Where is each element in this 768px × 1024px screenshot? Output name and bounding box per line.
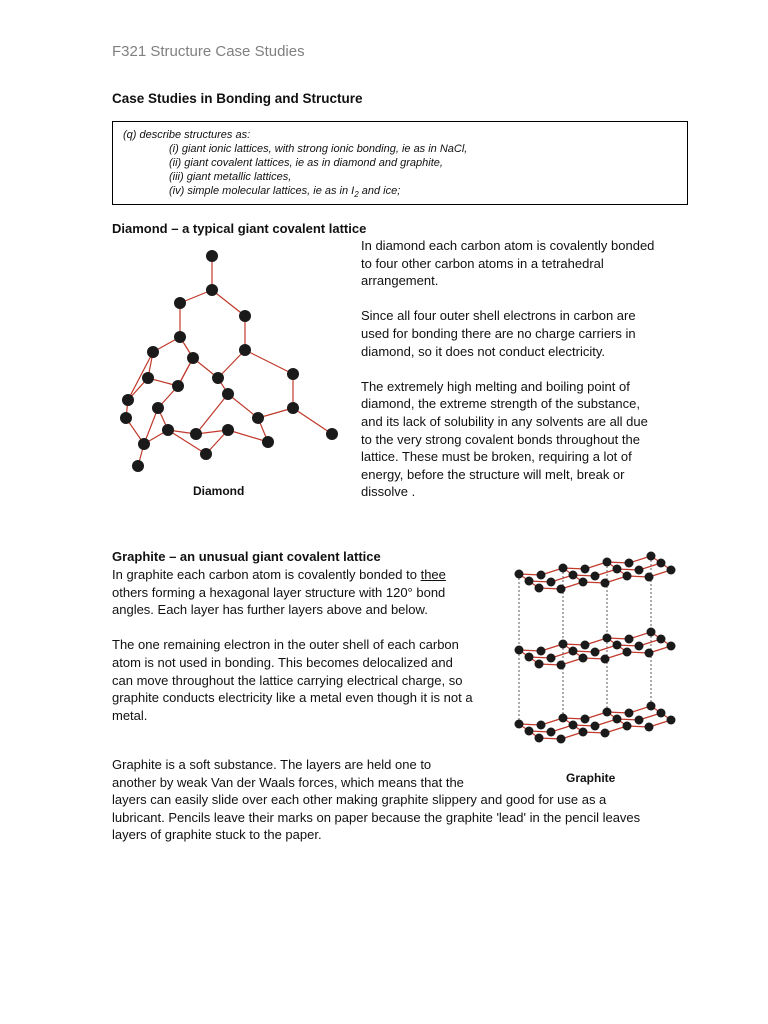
carbon-atom [647, 628, 656, 637]
carbon-atom [557, 585, 566, 594]
carbon-atom [152, 402, 164, 414]
carbon-atom [591, 722, 600, 731]
carbon-atom [625, 635, 634, 644]
diamond-caption: Diamond [193, 484, 245, 498]
specification-box [112, 121, 688, 205]
carbon-atom [623, 572, 632, 581]
carbon-atom [579, 654, 588, 663]
carbon-atom [569, 571, 578, 580]
carbon-atom [603, 708, 612, 717]
carbon-atom [206, 250, 218, 262]
carbon-atom [222, 424, 234, 436]
carbon-atom [138, 438, 150, 450]
carbon-atom [645, 723, 654, 732]
page-title: Case Studies in Bonding and Structure [112, 91, 363, 106]
carbon-atom [172, 380, 184, 392]
graphite-caption: Graphite [566, 771, 616, 785]
carbon-atom [535, 660, 544, 669]
carbon-atom [557, 661, 566, 670]
diamond-heading: Diamond – a typical giant covalent lattice [112, 221, 367, 236]
carbon-atom [625, 559, 634, 568]
carbon-atom [635, 566, 644, 575]
carbon-atom [601, 655, 610, 664]
carbon-atom [667, 642, 676, 651]
carbon-atom [581, 715, 590, 724]
carbon-atom [623, 648, 632, 657]
carbon-atom [537, 571, 546, 580]
carbon-atom [262, 436, 274, 448]
diamond-text [361, 237, 661, 501]
carbon-atom [645, 649, 654, 658]
bond-line [245, 350, 293, 374]
carbon-atom [142, 372, 154, 384]
carbon-atom [239, 344, 251, 356]
carbon-atom [635, 642, 644, 651]
carbon-atom [557, 735, 566, 744]
carbon-atom [515, 570, 524, 579]
carbon-atom [657, 559, 666, 568]
carbon-atom [537, 721, 546, 730]
carbon-atom [206, 284, 218, 296]
carbon-atom [613, 565, 622, 574]
carbon-atom [287, 402, 299, 414]
carbon-atom [613, 715, 622, 724]
carbon-atom [200, 448, 212, 460]
carbon-atom [187, 352, 199, 364]
carbon-atom [122, 394, 134, 406]
diamond-paragraph-3: The extremely high melting and boiling point of diamond, the extreme strength of the substance, and its lack of solubility in any solvents are all due to the very strong covalent bonds throughout the lattice. These must be broken, requiring a lot of energy, before the structure will melt, break or dissolve . [361, 378, 648, 500]
carbon-atom [645, 573, 654, 582]
carbon-atom [569, 647, 578, 656]
carbon-atom [537, 647, 546, 656]
spec-item-1: (i) giant ionic lattices, with strong ionic bonding, ie as in NaCl, [169, 143, 468, 155]
diamond-paragraph-2: Since all four outer shell electrons in carbon are used for bonding there are no charge carriers in diamond, so it does not conduct electricity. [361, 308, 636, 359]
bond-line [293, 408, 332, 434]
spec-item-2: (ii) giant covalent lattices, ie as in diamond and graphite, [169, 157, 443, 169]
carbon-atom [635, 716, 644, 725]
carbon-atom [212, 372, 224, 384]
carbon-atom [174, 331, 186, 343]
spec-item-3: (iii) giant metallic lattices, [169, 171, 292, 183]
carbon-atom [623, 722, 632, 731]
carbon-atom [579, 578, 588, 587]
carbon-atom [657, 709, 666, 718]
graphite-lattice-diagram [505, 548, 690, 770]
diamond-lattice-diagram [108, 240, 348, 480]
carbon-atom [613, 641, 622, 650]
carbon-atom [603, 634, 612, 643]
carbon-atom [581, 565, 590, 574]
carbon-atom [287, 368, 299, 380]
carbon-atom [326, 428, 338, 440]
bond-line [212, 290, 245, 316]
carbon-atom [559, 640, 568, 649]
carbon-atom [147, 346, 159, 358]
carbon-atom [591, 648, 600, 657]
carbon-atom [525, 653, 534, 662]
bond-line [228, 430, 268, 442]
carbon-atom [591, 572, 600, 581]
carbon-atom [559, 564, 568, 573]
carbon-atom [569, 721, 578, 730]
carbon-atom [601, 729, 610, 738]
carbon-atom [190, 428, 202, 440]
graphite-paragraph-1: In graphite each carbon atom is covalently bonded to thee others forming a hexagonal layer structure with 120° bond angles. Each layer has further layers above and below. [112, 567, 446, 618]
carbon-atom [525, 577, 534, 586]
carbon-atom [601, 579, 610, 588]
carbon-atom [535, 734, 544, 743]
carbon-atom [625, 709, 634, 718]
carbon-atom [647, 552, 656, 561]
carbon-atom [132, 460, 144, 472]
graphite-paragraph-3: Graphite is a soft substance. The layers are held one to another by weak Van der Waals forces, which means that the layers can easily slide over each other making graphite slippery and good for use as a lubricant. Pencils leave their marks on paper because the graphite 'lead' in the pencil leaves layers of graphite stuck to the paper. [112, 757, 641, 843]
carbon-atom [547, 578, 556, 587]
carbon-atom [647, 702, 656, 711]
page-header: F321 Structure Case Studies [112, 43, 305, 60]
carbon-atom [667, 716, 676, 725]
carbon-atom [525, 727, 534, 736]
carbon-atom [515, 720, 524, 729]
carbon-atom [162, 424, 174, 436]
spec-item-4: (iv) simple molecular lattices, ie as in $I_2$ and ice; [169, 185, 401, 200]
carbon-atom [547, 654, 556, 663]
carbon-atom [222, 388, 234, 400]
carbon-atom [252, 412, 264, 424]
carbon-atom [515, 646, 524, 655]
carbon-atom [579, 728, 588, 737]
carbon-atom [667, 566, 676, 575]
graphite-paragraph-2: The one remaining electron in the outer shell of each carbon atom is not used in bonding. This becomes delocalized and can move throughout the lattice carrying electrical charge, so graphite conducts electricity like a metal even though it is not a metal. [112, 637, 473, 723]
carbon-atom [603, 558, 612, 567]
diamond-paragraph-1: In diamond each carbon atom is covalently bonded to four other carbon atoms in a tetrahedral arrangement. [361, 238, 655, 289]
carbon-atom [657, 635, 666, 644]
graphite-text-upper [112, 566, 474, 724]
carbon-atom [535, 584, 544, 593]
carbon-atom [581, 641, 590, 650]
carbon-atom [120, 412, 132, 424]
carbon-atom [174, 297, 186, 309]
carbon-atom [559, 714, 568, 723]
carbon-atom [547, 728, 556, 737]
spec-intro: (q) describe structures as: [123, 129, 251, 141]
graphite-heading: Graphite – an unusual giant covalent lattice [112, 549, 381, 564]
carbon-atom [239, 310, 251, 322]
